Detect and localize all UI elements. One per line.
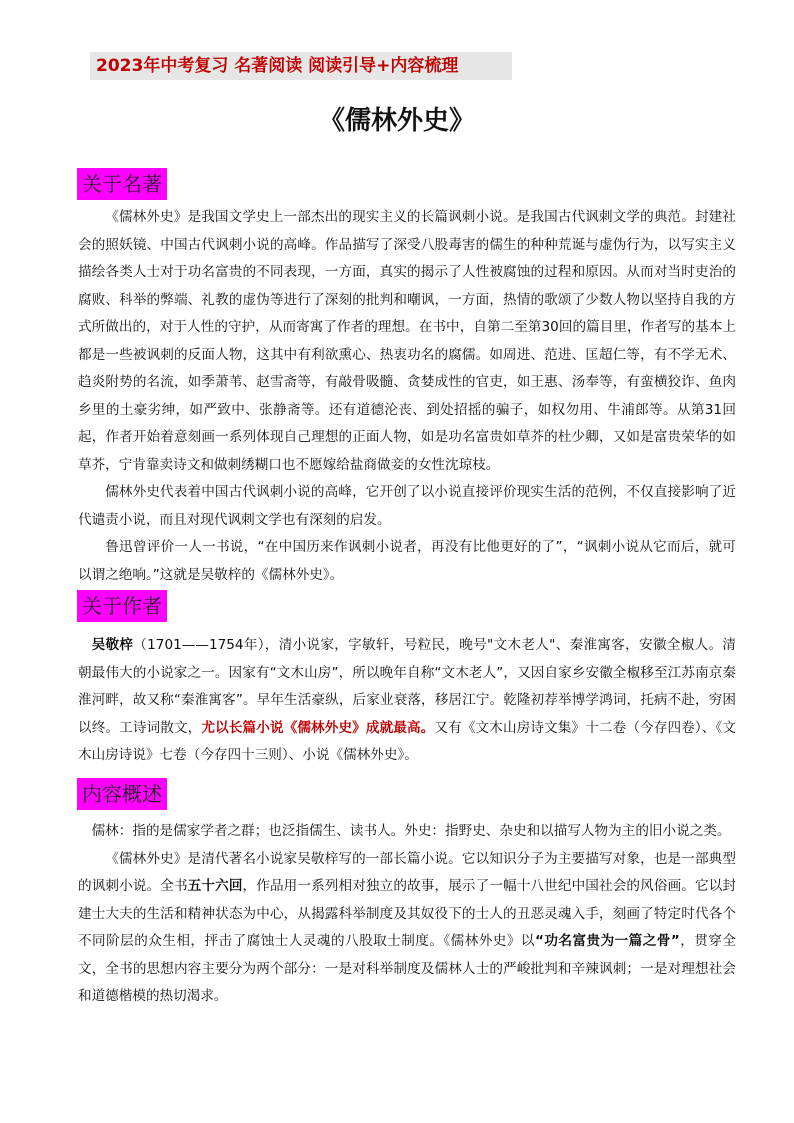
section-label-about-book: 关于名著 xyxy=(77,168,167,200)
section-label-about-author: 关于作者 xyxy=(77,590,167,622)
header-banner: 2023年中考复习 名著阅读 阅读引导+内容梳理 xyxy=(90,52,512,80)
section-about-author xyxy=(78,632,736,770)
paragraph: 鲁迅曾评价一人一书说，“在中国历来作讽刺小说者，再没有比他更好的了”，“讽刺小说从它而后，就可以谓之绝响。”这就是吴敬梓的《儒林外史》。 xyxy=(78,539,736,583)
paragraph: 儒林外史代表着中国古代讽刺小说的高峰，它开创了以小说直接评价现实生活的范例，不仅直接影响了近代谴责小说，而且对现代讽刺文学也有深刻的启发。 xyxy=(78,484,736,528)
paragraph-text: ，贯穿全文，全书的思想内容主要分为两个部分：一是对科举制度及儒林人士的严峻批判和辛辣讽刺；一是对理想社会和道德楷模的热切渴求。 xyxy=(78,933,736,1004)
paragraph xyxy=(78,632,736,770)
section-about-book xyxy=(78,204,736,589)
section-content-summary xyxy=(78,818,736,1011)
paragraph: 儒林：指的是儒家学者之群；也泛指儒生、读书人。外史：指野史、杂史和以描写人物为主的旧小说之类。 xyxy=(91,823,731,839)
paragraph-text: （1701——1754年），清小说家，字敏轩，号粒民，晚号"文木老人"、秦淮寓客，安徽全椒人。清朝最伟大的小说家之一。因家有“文木山房”，所以晚年自称“文木老人”，又因自家乡安徽全椒移至江苏南京秦淮河畔，故又称“秦淮寓客”。早年生活豪纵，后家业衰落，移居江宁。乾隆初荐举博学鸿词，托病不赴，穷困以终。工诗词散文， xyxy=(78,637,736,736)
paragraph-text: 又有《文木山房诗文集》十二卷（今存四卷）、《文木山房诗说》七卷（今存四十三则）、小说《儒林外史》。 xyxy=(78,719,736,763)
page-title: 《儒林外史》 xyxy=(318,106,475,136)
bold-text: 五十六回 xyxy=(187,878,243,894)
section-label-content-summary: 内容概述 xyxy=(77,778,167,810)
paragraph-text: 《儒林外史》是清代著名小说家吴敬梓写的一部长篇小说。它以知识分子为主要描写对象，也是一部典型的讽刺小说。全书 xyxy=(78,850,736,894)
author-name: 吴敬梓 xyxy=(91,637,134,653)
paragraph-text: ，作品用一系列相对独立的故事，展示了一幅十八世纪中国社会的风俗画。它以封建士大夫的生活和精神状态为中心，从揭露科举制度及其奴役下的士人的丑恶灵魂入手，刻画了特定时代各个不同阶层的众生相，抨击了腐蚀士人灵魂的八股取士制度。《儒林外史》以 xyxy=(78,878,736,949)
paragraph xyxy=(78,846,736,1011)
bold-text: “功名富贵为一篇之骨” xyxy=(534,933,680,949)
paragraph: 《儒林外史》是我国文学史上一部杰出的现实主义的长篇讽刺小说。是我国古代讽刺文学的典范。封建社会的照妖镜、中国古代讽刺小说的高峰。作品描写了深受八股毒害的儒生的种种荒诞与虚伪行为，以写实主义描绘各类人士对于功名富贵的不同表现，一方面，真实的揭示了人性被腐蚀的过程和原因。从而对当时吏治的腐败、科举的弊端、礼教的虚伪等进行了深刻的批判和嘲讽，一方面，热情的歌颂了少数人物以坚持自我的方式所做出的，对于人性的守护，从而寄寓了作者的理想。在书中，自第二至第30回的篇目里，作者写的基本上都是一些被讽刺的反面人物，这其中有利欲熏心、热衷功名的腐儒。如周进、范进、匡超仁等，有不学无术、趋炎附势的名流，如季萧苇、赵雪斋等，有敲骨吸髓、贪婪成性的官吏，如王惠、汤奉等，有蛮横狡诈、鱼肉乡里的土豪劣绅，如严致中、张静斋等。还有道德沦丧、到处招摇的骗子，如权勿用、牛浦郎等。从第31回起，作者开始着意刻画一系列体现自己理想的正面人物，如是功名富贵如草芥的杜少卿，又如是富贵荣华的如草芥，宁肯靠卖诗文和做刺绣糊口也不愿嫁给盐商做妾的女性沈琼枝。 xyxy=(78,209,736,473)
highlight-text: 尤以长篇小说《儒林外史》成就最高。 xyxy=(201,719,435,736)
